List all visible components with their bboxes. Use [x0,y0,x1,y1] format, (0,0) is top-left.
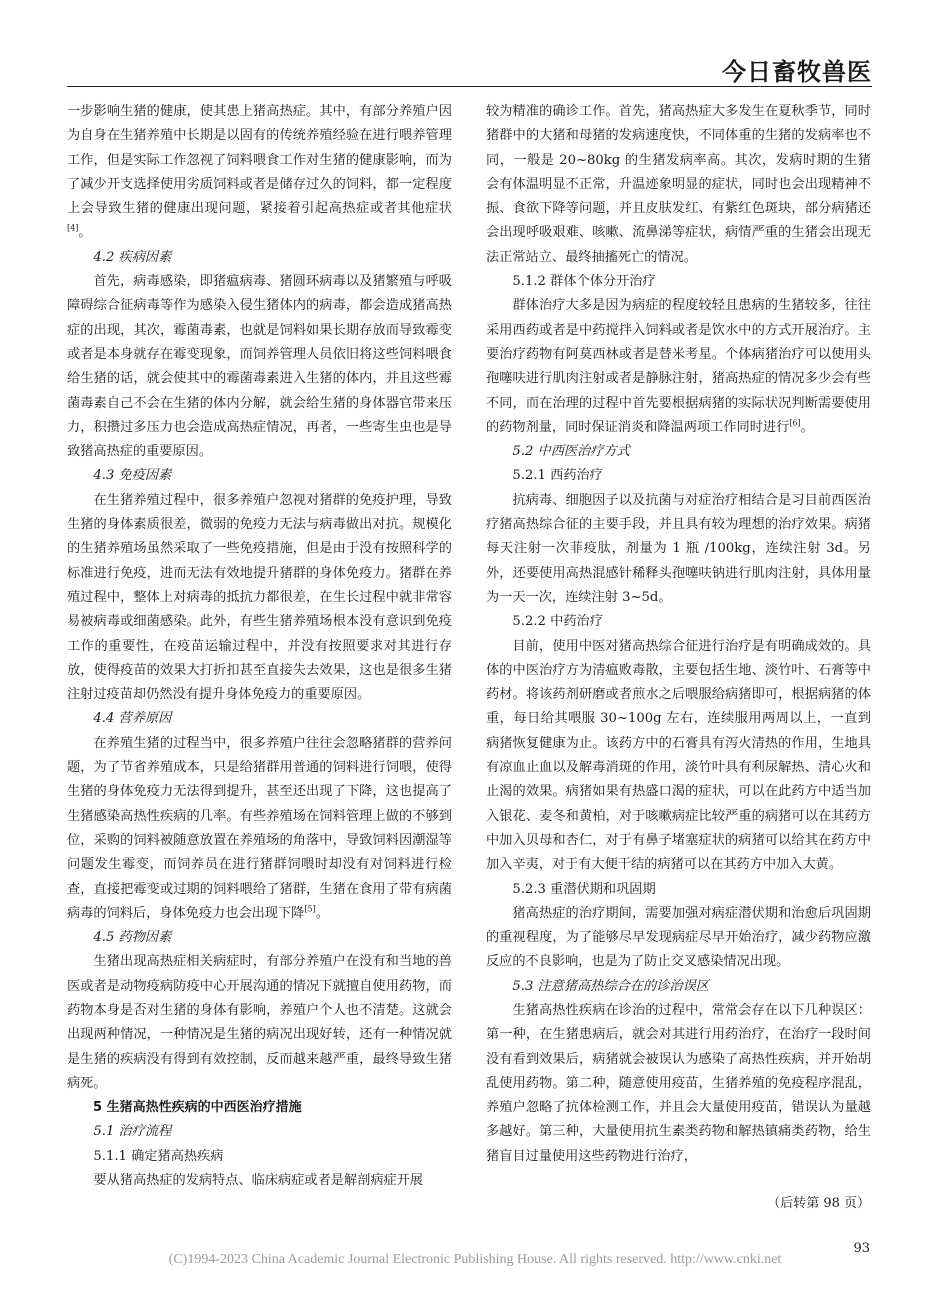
paragraph: 在养殖生猪的过程当中，很多养殖户往往会忽略猪群的营养问题，为了节省养殖成本，只是给猪群用普通的饲料进行饲喂，使得生猪的身体免疫力无法得到提升，甚至还出现了下降，这也提高了生猪感染高热性疾病的几率。有些养殖场在饲料管理上做的不够到位，采购的饲料被随意放置在养殖场的角落中，导致饲料因潮湿等问题发生霉变，而饲养员在进行猪群饲喂时却没有对饲料进行检查，直接把霉变或过期的饲料喂给了猪群，生猪在食用了带有病菌病毒的饲料后，身体免疫力也会出现下降[5]。 [67,735,452,921]
section-heading: 4.5 药物因素 [93,930,172,946]
section-heading: 4.4 营养原因 [93,711,172,727]
paragraph: 群体治疗大多是因为病症的程度较轻且患病的生猪较多，往往采用西药或者是中药搅拌入饲料或者是饮水中的方式开展治疗。主要治疗药物有阿莫西林或者是替米考星。个体病猪治疗可以使用头孢噻呋进行肌肉注射或者是静脉注射，猪高热症的情况多少会有些不同，而在治理的过程中首先要根据病猪的实际状况判断需要使用的药物剂量，同时保证消炎和降温两项工作同时进行[6]。 [486,298,871,435]
citation: [4] [67,224,79,234]
paragraph: 要从猪高热症的发病特点、临床病症或者是解剖病症开展 [93,1173,424,1189]
right-column [486,100,871,1169]
subsection-heading: 5.2.2 中药治疗 [512,614,603,630]
paragraph: 猪高热症的治疗期间，需要加强对病症潜伏期和治愈后巩固期的重视程度，为了能够尽早发现病症尽早开始治疗，减少药物应激反应的不良影响，也是为了防止交叉感染情况出现。 [486,905,871,970]
paragraph: 较为精准的确诊工作。首先，猪高热症大多发生在夏秋季节，同时猪群中的大猪和母猪的发病速度快，不同体重的生猪的发病率也不同，一般是 20~80kg 的生猪发病率高。其次，发病时期的生猪会有体温明显不正常，升温迹象明显的症状，同时也会出现精神不振、食欲下降等问题，并且皮肤发红、有紫红色斑块，部分病猪还会出现呼吸艰难、咳嗽、流鼻涕等症状，病情严重的生猪会出现无法正常站立、最终抽搐死亡的情况。 [486,104,871,265]
subsection-heading: 5.1.1 确定猪高热疾病 [93,1148,224,1164]
section-heading: 5.1 治疗流程 [93,1124,172,1140]
citation: [6] [789,418,801,428]
paragraph: 目前，使用中医对猪高热综合征进行治疗是有明确成效的。具体的中医治疗方为清瘟败毒散，主要包括生地、淡竹叶、石膏等中药材。将该药剂研磨或者煎水之后喂服给病猪即可，根据病猪的体重，每日给其喂服 30~100g 左右，连续服用两周以上，一直到病猪恢复健康为止。该药方中的石膏具有泻火清热的作用，生地具有凉血止血以及解毒消斑的作用，淡竹叶具有利尿解热、清心火和止渴的效果。病猪如果有热盛口渴的症状，可以在此药方中适当加入银花、麦冬和黄柏，对于咳嗽病症比较严重的病猪可以在其药方中加入贝母和杏仁，对于有鼻子堵塞症状的病猪可以给其在药方中加入辛夷，对于有大便干结的病猪可以在其药方中加入大黄。 [486,638,871,873]
paragraph: 生猪出现高热症相关病症时，有部分养殖户在没有和当地的兽医或者是动物疫病防疫中心开展沟通的情况下就擅自使用药物，而药物本身是否对生猪的身体有影响，养殖户个人也不清楚。这就会出现两种情况，一种情况是生猪的病况出现好转，还有一种情况就是生猪的疾病没有得到有效控制，反而越来越严重，最终导致生猪病死。 [67,954,452,1091]
section-heading: 4.3 免疫因素 [93,468,172,484]
chapter-heading: 5 生猪高热性疾病的中西医治疗措施 [93,1100,302,1116]
paragraph: 在生猪养殖过程中，很多养殖户忽视对猪群的免疫护理，导致生猪的身体素质很差，微弱的免疫力无法与病毒做出对抗。规模化的生猪养殖场虽然采取了一些免疫措施，但是由于没有按照科学的标准进行免疫，进而无法有效地提升猪群的身体免疫力。猪群在养殖过程中，整体上对病毒的抵抗力都很差，在生长过程中就非常容易被病毒或细菌感染。此外，有些生猪养殖场根本没有意识到免疫工作的重要性，在疫苗运输过程中，并没有按照要求对其进行存放，使得疫苗的效果大打折扣甚至直接失去效果，这也是很多生猪注射过疫苗却仍然没有提升身体免疫力的重要原因。 [67,492,452,703]
paragraph: 首先，病毒感染，即猪瘟病毒、猪圆环病毒以及猪繁殖与呼吸障碍综合征病毒等作为感染入侵生猪体内的病毒，都会造成猪高热症的出现，其次，霉菌毒素，也就是饲料如果长期存放而导致霉变或者是本身就存在霉变现象，而饲养管理人员依旧将这些饲料喂食给生猪的话，就会使其中的霉菌毒素进入生猪的体内，并且这些霉菌毒素自己不会在生猪的体内分解，就会给生猪的身体器官带来压力，积攒过多压力也会造成高热症情况，再者，一些寄生虫也是导致猪高热症的重要原因。 [67,274,452,460]
paragraph: 抗病毒、细胞因子以及抗菌与对症治疗相结合是习目前西医治疗猪高热综合征的主要手段，并且具有较为理想的治疗效果。病猪每天注射一次菲疫肽，剂量为 1 瓶 /100kg，连续注射 3d。另外，还要使用高热混感针稀释头孢噻呋钠进行肌肉注射，具体用量为一天一次，连续注射 3~5d。 [486,492,871,605]
section-heading: 5.2 中西医治疗方式 [512,444,630,460]
subsection-heading: 5.2.3 重潜伏期和巩固期 [512,881,656,897]
section-heading: 5.3 注意猪高热综合在的诊治误区 [512,978,709,994]
subsection-heading: 5.2.1 西药治疗 [512,468,603,484]
copyright-footer: (C)1994-2023 China Academic Journal Electronic Publishing House. All rights reserved. http://www.cnki.net [168,1252,782,1267]
header-rule [67,86,872,87]
left-column [67,100,452,1193]
subsection-heading: 5.1.2 群体个体分开治疗 [512,274,656,290]
citation: [5] [304,904,316,914]
section-heading: 4.2 疾病因素 [93,249,172,265]
continued-note: （后转第 98 页） [767,1196,870,1211]
page-number: 93 [853,1241,870,1256]
paragraph: 一步影响生猪的健康，使其患上猪高热症。其中，有部分养殖户因为自身在生猪养殖中长期是以固有的传统养殖经验在进行喂养管理工作，但是实际工作忽视了饲料喂食工作对生猪的健康影响，而为了减少开支选择使用劣质饲料或者是储存过久的饲料，都一定程度上会导致生猪的健康出现问题，紧接着引起高热症或者其他症状[4]。 [67,104,452,241]
paragraph: 生猪高热性疾病在诊治的过程中，常常会存在以下几种误区：第一种，在生猪患病后，就会对其进行用药治疗，在治疗一段时间没有看到效果后，病猪就会被误认为感染了高热性疾病，并开始胡乱使用药物。第二种，随意使用疫苗，生猪养殖的免疫程序混乱，养殖户忽略了抗体检测工作，并且会大量使用疫苗，错误认为量越多越好。第三种，大量使用抗生素类药物和解热镇痛类药物，给生猪盲目过量使用这些药物进行治疗， [486,1002,871,1164]
journal-title: 今日畜牧兽医 [722,57,872,86]
